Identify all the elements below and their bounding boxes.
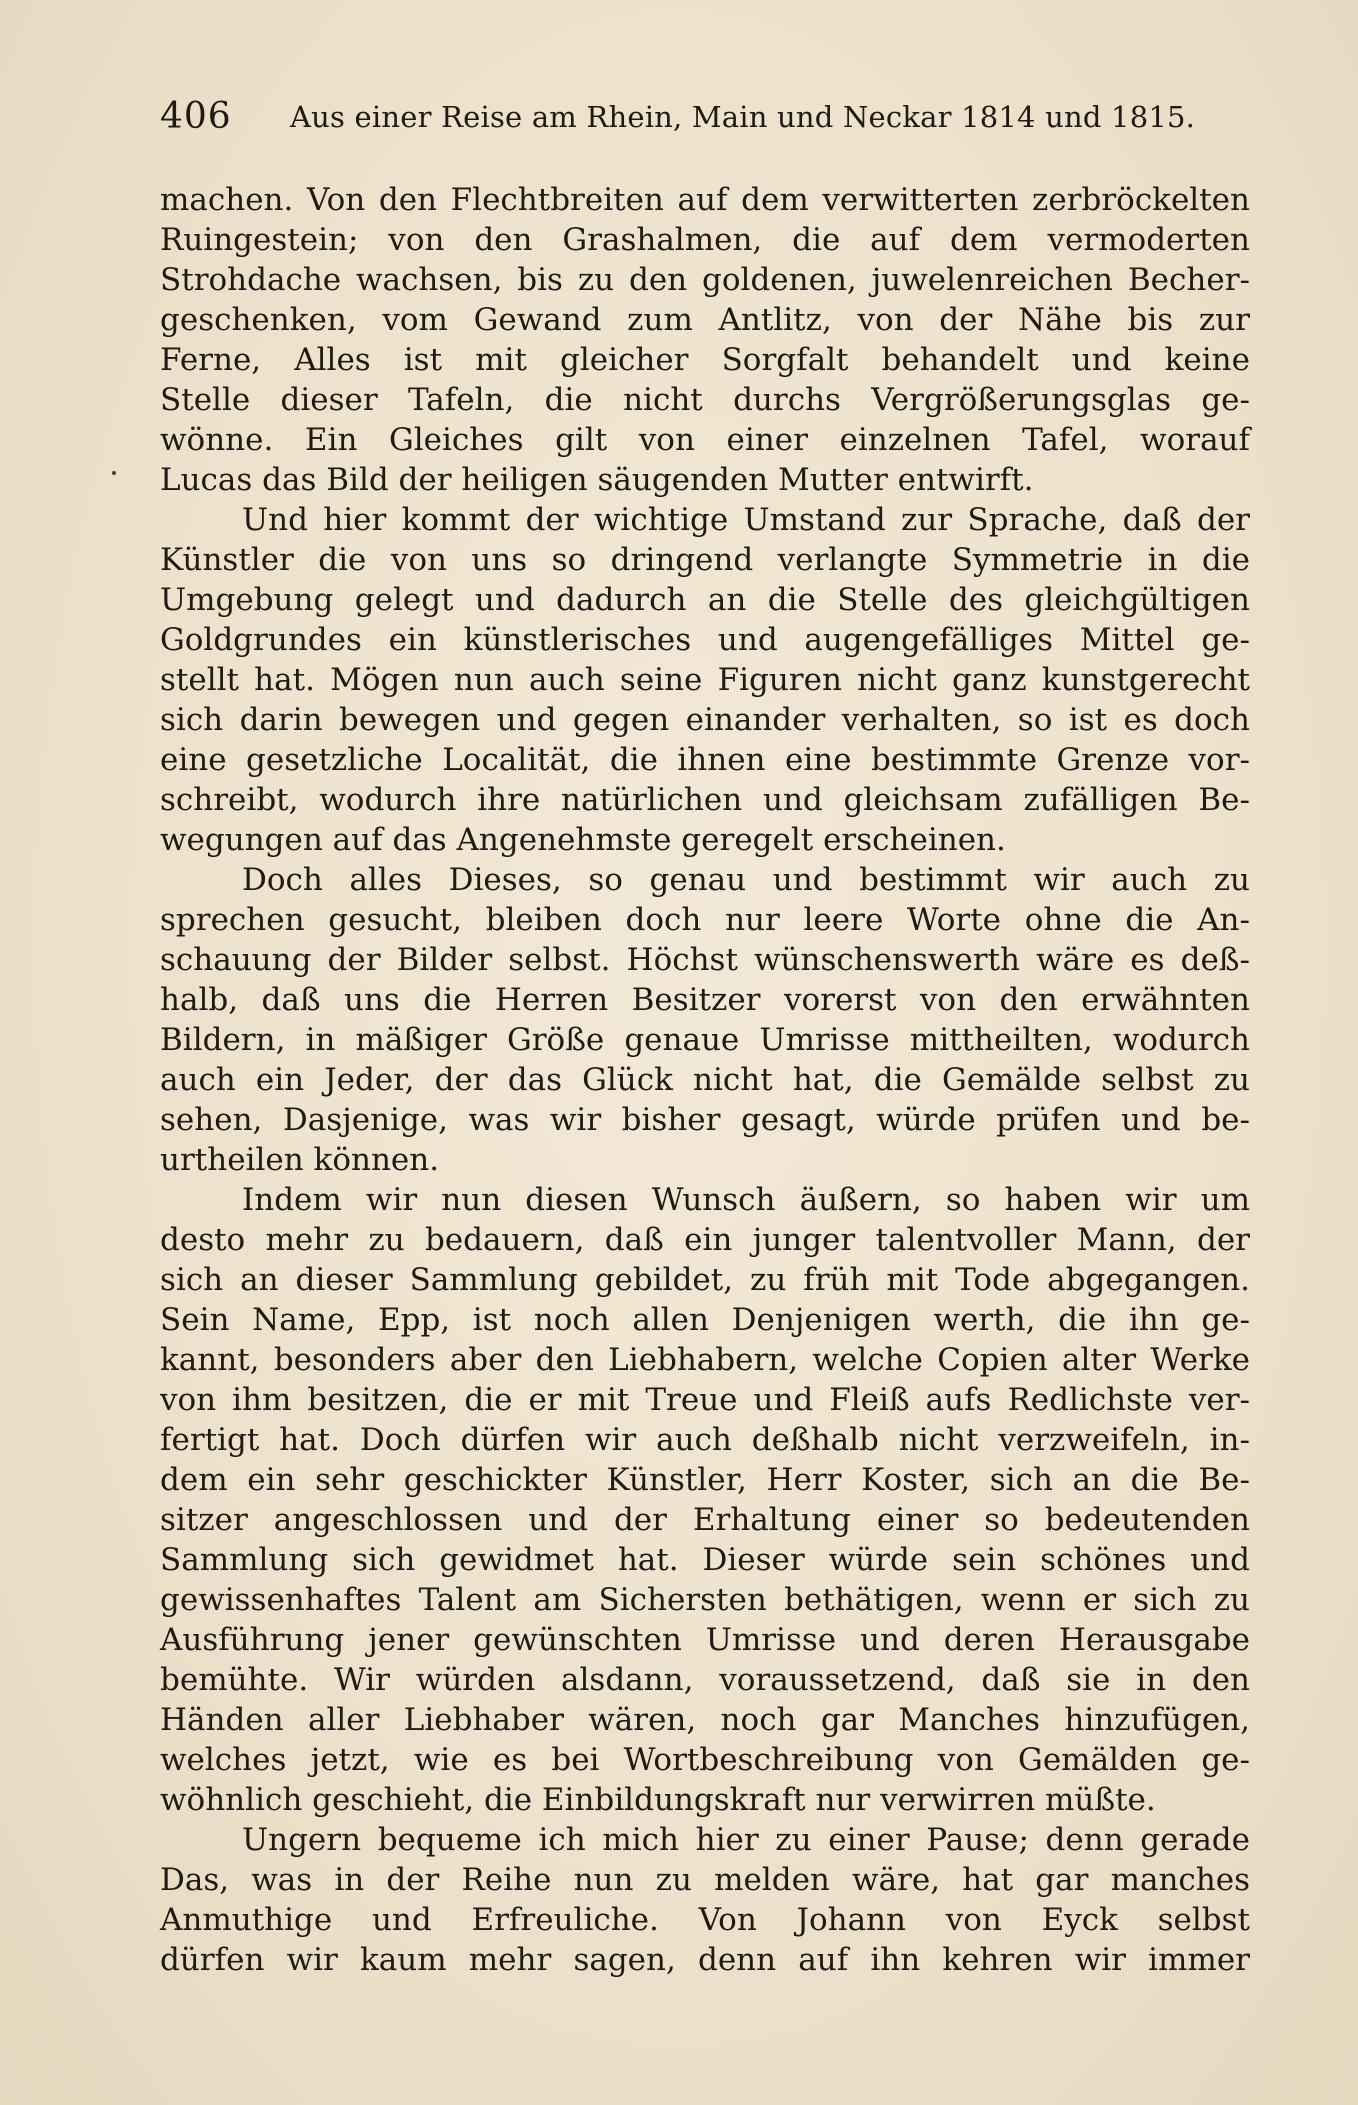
text-line: desto mehr zu bedauern, daß ein junger talentvoller Mann, der	[160, 1222, 1250, 1258]
text-line: eine gesetzliche Localität, die ihnen eine bestimmte Grenze vor-	[160, 742, 1250, 778]
page-number: 406	[160, 96, 232, 137]
text-line: urtheilen können.	[160, 1142, 440, 1178]
text-line: schauung der Bilder selbst. Höchst wünschenswerth wäre es deß-	[160, 942, 1250, 978]
text-line: wegungen auf das Angenehmste geregelt erscheinen.	[160, 822, 1006, 858]
text-line: sitzer angeschlossen und der Erhaltung einer so bedeutenden	[160, 1502, 1250, 1538]
body-text	[160, 180, 1250, 1980]
text-line: fertigt hat. Doch dürfen wir auch deßhalb nicht verzweifeln, in-	[160, 1422, 1250, 1458]
paper-speck	[112, 471, 116, 475]
text-line: Ruingestein; von den Grashalmen, die auf dem vermoderten	[160, 222, 1250, 258]
text-line: auch ein Jeder, der das Glück nicht hat, die Gemälde selbst zu	[160, 1062, 1250, 1098]
text-line: Händen aller Liebhaber wären, noch gar Manches hinzufügen,	[160, 1702, 1250, 1738]
text-line: Indem wir nun diesen Wunsch äußern, so haben wir um	[242, 1182, 1250, 1218]
text-line: Anmuthige und Erfreuliche. Von Johann von Eyck selbst	[160, 1902, 1250, 1938]
text-line: geschenken, vom Gewand zum Antlitz, von der Nähe bis zur	[160, 302, 1250, 338]
text-line: wönne. Ein Gleiches gilt von einer einzelnen Tafel, worauf	[160, 422, 1250, 458]
text-line: Ungern bequeme ich mich hier zu einer Pause; denn gerade	[242, 1822, 1250, 1858]
text-line: Und hier kommt der wichtige Umstand zur Sprache, daß der	[242, 502, 1250, 538]
text-line: Strohdache wachsen, bis zu den goldenen, juwelenreichen Becher-	[160, 262, 1250, 298]
text-line: Lucas das Bild der heiligen säugenden Mutter entwirft.	[160, 462, 1034, 498]
text-line: Sein Name, Epp, ist noch allen Denjenigen werth, die ihn ge-	[160, 1302, 1250, 1338]
text-line: sprechen gesucht, bleiben doch nur leere Worte ohne die An-	[160, 902, 1250, 938]
text-line: Ferne, Alles ist mit gleicher Sorgfalt behandelt und keine	[160, 342, 1250, 378]
text-line: Bildern, in mäßiger Größe genaue Umrisse mittheilten, wodurch	[160, 1022, 1250, 1058]
text-line: Ausführung jener gewünschten Umrisse und deren Herausgabe	[160, 1622, 1250, 1658]
text-line: sich an dieser Sammlung gebildet, zu früh mit Tode abgegangen.	[160, 1262, 1250, 1298]
text-line: stellt hat. Mögen nun auch seine Figuren nicht ganz kunstgerecht	[160, 662, 1250, 698]
text-line: wöhnlich geschieht, die Einbildungskraft nur verwirren müßte.	[160, 1782, 1156, 1818]
text-line: sich darin bewegen und gegen einander verhalten, so ist es doch	[160, 702, 1250, 738]
text-line: schreibt, wodurch ihre natürlichen und gleichsam zufälligen Be-	[160, 782, 1250, 818]
text-line: Goldgrundes ein künstlerisches und augengefälliges Mittel ge-	[160, 622, 1250, 658]
text-line: machen. Von den Flechtbreiten auf dem verwitterten zerbröckelten	[160, 182, 1250, 218]
text-line: dürfen wir kaum mehr sagen, denn auf ihn kehren wir immer	[160, 1942, 1250, 1978]
text-line: Sammlung sich gewidmet hat. Dieser würde sein schönes und	[160, 1542, 1250, 1578]
text-line: kannt, besonders aber den Liebhabern, welche Copien alter Werke	[160, 1342, 1250, 1378]
text-line: welches jetzt, wie es bei Wortbeschreibung von Gemälden ge-	[160, 1742, 1250, 1778]
text-line: Umgebung gelegt und dadurch an die Stelle des gleichgültigen	[160, 582, 1250, 618]
page-header	[160, 96, 1250, 146]
text-line: Das, was in der Reihe nun zu melden wäre, hat gar manches	[160, 1862, 1250, 1898]
text-line: von ihm besitzen, die er mit Treue und Fleiß aufs Redlichste ver-	[160, 1382, 1250, 1418]
text-line: gewissenhaftes Talent am Sichersten bethätigen, wenn er sich zu	[160, 1582, 1250, 1618]
text-line: Künstler die von uns so dringend verlangte Symmetrie in die	[160, 542, 1250, 578]
text-line: halb, daß uns die Herren Besitzer vorerst von den erwähnten	[160, 982, 1250, 1018]
text-line: Stelle dieser Tafeln, die nicht durchs Vergrößerungsglas ge-	[160, 382, 1250, 418]
text-line: dem ein sehr geschickter Künstler, Herr Koster, sich an die Be-	[160, 1462, 1250, 1498]
running-title: Aus einer Reise am Rhein, Main und Neckar 1814 und 1815.	[290, 100, 1196, 134]
text-line: bemühte. Wir würden alsdann, voraussetzend, daß sie in den	[160, 1662, 1250, 1698]
text-line: sehen, Dasjenige, was wir bisher gesagt, würde prüfen und be-	[160, 1102, 1250, 1138]
text-line: Doch alles Dieses, so genau und bestimmt wir auch zu	[242, 862, 1250, 898]
